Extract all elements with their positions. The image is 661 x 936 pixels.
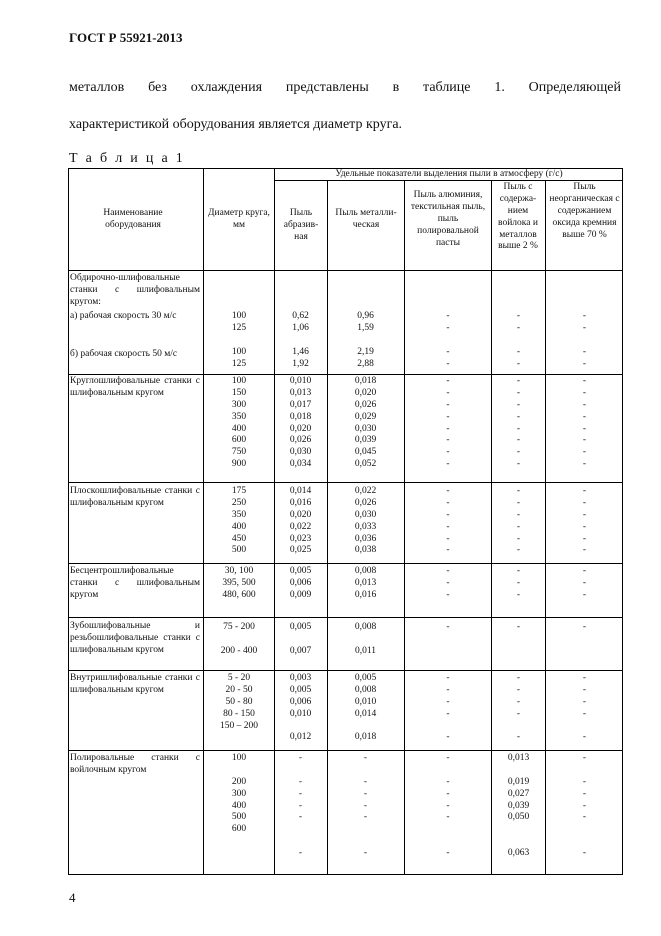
cell-metal: 0,96 1,59 2,19 2,88 [357, 311, 374, 369]
paragraph-line-2: характеристикой оборудования является диаметр круга. [69, 117, 403, 132]
cell-aluminium: - - - - - - [446, 486, 450, 556]
header-inorganic: Пыль неорганическая с содержанием оксида кремния выше 70 % [549, 182, 620, 240]
cell-diameter: 100 200 300 400 500 600 [231, 753, 247, 835]
cell-abrasive: 0,010 0,013 0,017 0,018 0,020 0,026 0,030 0,034 [289, 376, 312, 470]
cell-abrasive: 0,005 0,007 [289, 622, 312, 656]
cell-inorganic: - - - - - - [582, 753, 587, 858]
cell-felt: - - - - [516, 311, 521, 369]
table-divider [491, 180, 492, 875]
cell-aluminium: - - - - [446, 311, 450, 369]
cell-diameter: 5 - 20 20 - 50 50 - 80 80 - 150 150 – 200 [220, 673, 258, 731]
cell-inorganic: - [582, 622, 587, 632]
cell-felt: - - - [516, 566, 521, 600]
cell-aluminium: - - - - - - - - [446, 376, 450, 470]
table-divider [274, 168, 275, 875]
cell-abrasive: - - - - - - [298, 753, 303, 858]
table-divider [68, 563, 623, 564]
cell-metal: 0,018 0,020 0,026 0,029 0,030 0,039 0,045 0,052 [354, 376, 377, 470]
cell-inorganic: - - - - - [582, 673, 587, 743]
table-divider [68, 482, 623, 483]
row-label-gear-thread: Зубошлифовальные и резьбошлифовальные станки с шлифовальным кругом [70, 621, 200, 655]
cell-metal: - - - - - - [363, 753, 368, 858]
cell-inorganic: - - - - - - [582, 486, 587, 556]
cell-diameter: 75 - 200 200 - 400 [220, 622, 258, 656]
cell-inorganic: - - - - - - - - [582, 376, 587, 470]
cell-aluminium: - [446, 622, 450, 632]
cell-metal: 0,005 0,008 0,010 0,014 0,018 [354, 673, 377, 743]
table-divider [203, 168, 204, 875]
header-metal: Пыль металли-ческая [335, 208, 397, 230]
cell-aluminium: - - - [446, 566, 450, 600]
row-label-centerless: Бесцентрошлифовальные станки с шлифовальным кругом [70, 566, 200, 600]
cell-abrasive: 0,003 0,005 0,006 0,010 0,012 [289, 673, 312, 743]
table-divider [545, 180, 546, 875]
cell-inorganic: - - - - [582, 311, 587, 369]
table-caption: Т а б л и ц а 1 [69, 151, 186, 166]
row-sublabel-speed-50: б) рабочая скорость 50 м/с [70, 349, 178, 359]
header-diameter: Диаметр круга, мм [208, 208, 270, 230]
table-divider [327, 180, 328, 875]
cell-aluminium: - - - - - - [446, 753, 450, 858]
table-divider [404, 180, 405, 875]
cell-abrasive: 0,62 1,06 1,46 1,92 [292, 311, 309, 369]
table-divider [68, 670, 623, 671]
cell-metal: 0,008 0,011 [354, 622, 377, 656]
cell-felt: - [516, 622, 521, 632]
cell-metal: 0,022 0,026 0,030 0,033 0,036 0,038 [354, 486, 377, 556]
cell-inorganic: - - - [582, 566, 587, 600]
row-label-polishing: Полировальные станки с войлочным кругом [70, 753, 200, 775]
cell-diameter: 100 125 100 125 [231, 311, 247, 369]
header-aluminium: Пыль алюминия, текстильная пыль, пыль полировальной пасты [410, 190, 486, 248]
row-label-internal: Внутришлифовальные станки с шлифовальным кругом [70, 673, 200, 695]
table-divider [68, 374, 623, 375]
cell-metal: 0,008 0,013 0,016 [354, 566, 377, 600]
table-divider [68, 617, 623, 618]
table-divider [68, 270, 623, 271]
page-number: 4 [69, 890, 76, 905]
cell-felt: 0,013 0,019 0,027 0,039 0,050 0,063 [507, 753, 530, 858]
document-header: ГОСТ Р 55921-2013 [69, 30, 183, 45]
cell-felt: - - - - - - - - [516, 376, 521, 470]
cell-felt: - - - - - [516, 673, 521, 743]
row-sublabel-speed-30: а) рабочая скорость 30 м/с [70, 311, 177, 321]
header-group: Удельные показатели выделения пыли в атмосферу (г/с) [335, 169, 563, 179]
cell-diameter: 175 250 350 400 450 500 [231, 486, 247, 556]
cell-aluminium: - - - - - [446, 673, 450, 743]
header-equipment: Наименование оборудования [103, 208, 163, 230]
row-label-surface: Плоскошлифовальные станки с шлифовальным кругом [70, 486, 200, 508]
cell-diameter: 30, 100 395, 500 480, 600 [222, 566, 256, 600]
cell-abrasive: 0,005 0,006 0,009 [289, 566, 312, 600]
cell-felt: - - - - - - [516, 486, 521, 556]
row-label-roughing: Обдирочно-шлифовальные станки с шлифовальным кругом: [70, 273, 200, 307]
header-abrasive: Пыль абразив-ная [283, 208, 319, 242]
header-felt: Пыль с содержа-нием войлока и металлов выше 2 % [498, 182, 538, 252]
table-divider [68, 750, 623, 751]
row-label-cylindrical: Круглошлифовальные станки с шлифовальным кругом [70, 376, 200, 398]
cell-abrasive: 0,014 0,016 0,020 0,022 0,023 0,025 [289, 486, 312, 556]
paragraph-line-1: металлов без охлаждения представлены в таблице 1. Определяющей [69, 80, 621, 95]
cell-diameter: 100 150 300 350 400 600 750 900 [231, 376, 247, 470]
